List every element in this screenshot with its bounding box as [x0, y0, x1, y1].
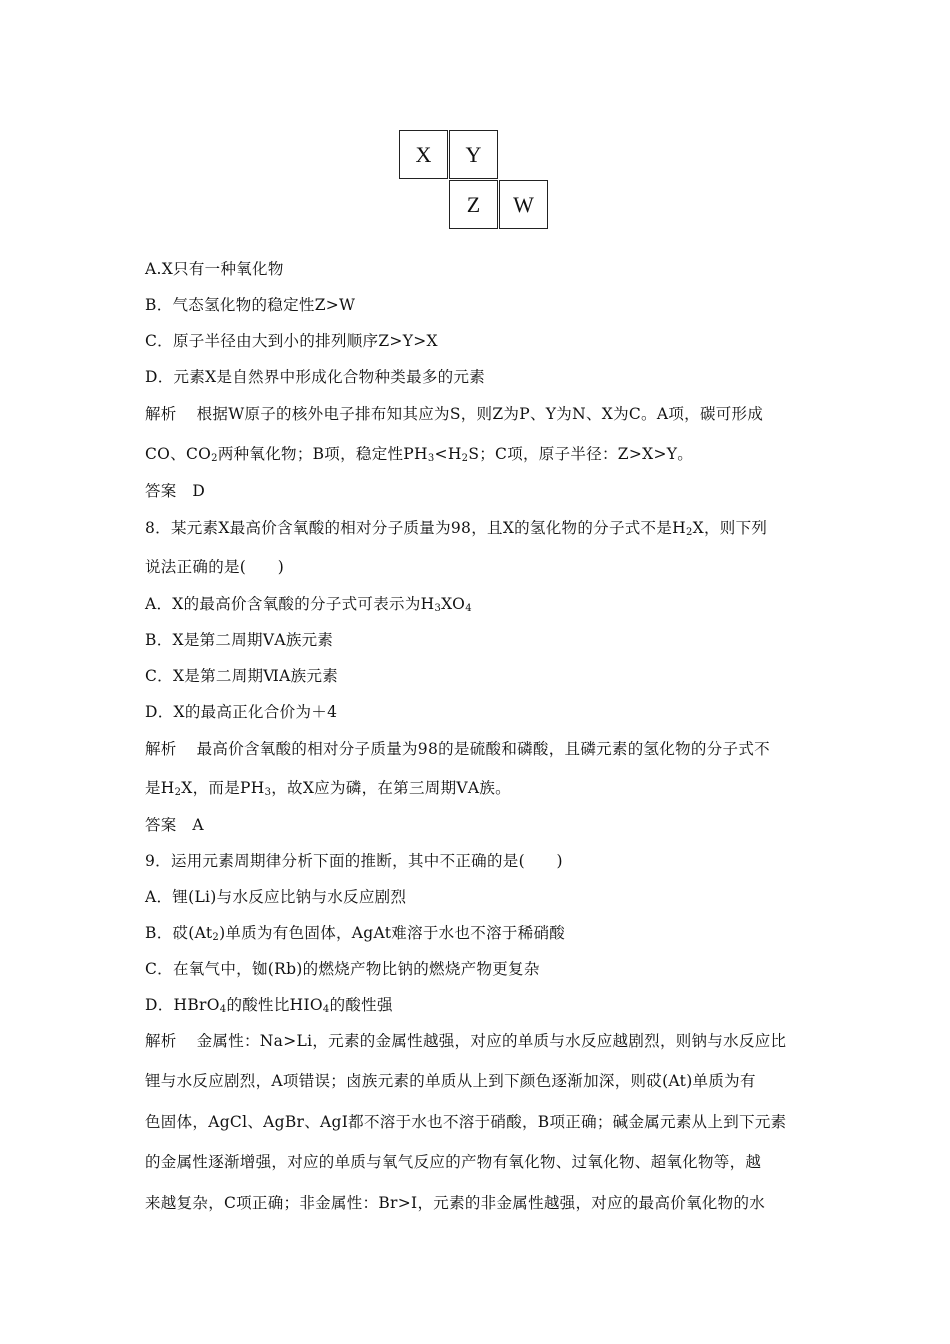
analysis-text: <H — [434, 445, 462, 463]
q8-stem-line-1 — [145, 518, 810, 538]
analysis-text: 根据W原子的核外电子排布知其应为S，则Z为P、Y为N、X为C。A项，碳可形成 — [196, 405, 764, 423]
q7-analysis-line-1 — [145, 404, 810, 424]
subscript: 2 — [174, 787, 182, 798]
table-cell-w: W — [499, 180, 548, 229]
q7-answer: 答案 D — [145, 482, 206, 500]
q9-option-a: A．锂(Li)与水反应比钠与水反应剧烈 — [145, 888, 407, 906]
option-text: D．HBrO — [145, 996, 220, 1014]
option-text: )单质为有色固体，AgAt难溶于水也不溶于稀硝酸 — [219, 924, 566, 942]
q9-analysis-line-4: 的金属性逐渐增强，对应的单质与氧气反应的产物有氧化物、过氧化物、超氧化物等，越 — [145, 1153, 762, 1171]
q9-option-b — [145, 923, 810, 943]
subscript: 4 — [465, 603, 472, 614]
subscript: 2 — [212, 932, 220, 943]
periodic-table-fragment — [399, 130, 551, 232]
q7-option-d: D．元素X是自然界中形成化合物种类最多的元素 — [145, 368, 486, 386]
subscript: 3 — [427, 453, 435, 464]
option-text: 的酸性比HIO — [226, 996, 323, 1014]
q8-analysis-line-2 — [145, 778, 810, 798]
q7-analysis-line-2 — [145, 444, 810, 464]
q8-option-b: B．X是第二周期ⅤA族元素 — [145, 631, 334, 649]
analysis-label: 解析 — [145, 740, 177, 758]
option-text: 的酸性强 — [329, 996, 393, 1014]
subscript: 3 — [264, 787, 272, 798]
analysis-text: 金属性：Na>Li，元素的金属性越强，对应的单质与水反应越剧烈，则钠与水反应比 — [196, 1032, 787, 1050]
q9-option-c: C．在氧气中，铷(Rb)的燃烧产物比钠的燃烧产物更复杂 — [145, 960, 540, 978]
analysis-text: 最高价含氧酸的相对分子质量为98的是硫酸和磷酸，且磷元素的氢化物的分子式不 — [196, 740, 770, 758]
analysis-text: CO、CO — [145, 445, 212, 463]
q9-analysis-line-2: 锂与水反应剧烈，A项错误；卤族元素的单质从上到下颜色逐渐加深，则砹(At)单质为有 — [145, 1072, 756, 1090]
q7-option-b: B．气态氢化物的稳定性Z>W — [145, 296, 356, 314]
analysis-label: 解析 — [145, 405, 177, 423]
q9-stem: 9．运用元素周期律分析下面的推断，其中不正确的是( ) — [145, 852, 563, 870]
option-text: XO — [441, 595, 466, 613]
analysis-text: S；C项，原子半径：Z>X>Y。 — [468, 445, 694, 463]
q9-analysis-line-5: 来越复杂，C项正确；非金属性：Br>I，元素的非金属性越强，对应的最高价氧化物的水 — [145, 1194, 766, 1212]
question-text: X，则下列 — [692, 519, 768, 537]
q8-option-d: D．X的最高正化合价为＋4 — [145, 703, 338, 721]
subscript: 2 — [211, 453, 218, 464]
analysis-label: 解析 — [145, 1032, 177, 1050]
analysis-text: ，故X应为磷，在第三周期ⅤA族。 — [271, 779, 511, 797]
option-text: B．砹(At — [145, 924, 213, 942]
table-cell-z: Z — [449, 180, 498, 229]
q8-option-c: C．X是第二周期ⅥA族元素 — [145, 667, 339, 685]
subscript: 2 — [461, 453, 469, 464]
q9-analysis-line-3: 色固体，AgCl、AgBr、AgI都不溶于水也不溶于硝酸，B项正确；碱金属元素从上到下元素 — [145, 1113, 787, 1131]
table-cell-x: X — [399, 130, 448, 179]
q9-analysis-line-1 — [145, 1031, 810, 1051]
q8-analysis-line-1 — [145, 739, 810, 759]
q8-stem-line-2: 说法正确的是( ) — [145, 558, 285, 576]
subscript: 4 — [322, 1004, 330, 1015]
analysis-text: 是H — [145, 779, 175, 797]
option-text: A．X的最高价含氧酸的分子式可表示为H — [145, 595, 435, 613]
table-cell-y: Y — [449, 130, 498, 179]
q8-answer: 答案 A — [145, 816, 204, 834]
question-text: 8．某元素X最高价含氧酸的相对分子质量为98，且X的氢化物的分子式不是H — [145, 519, 686, 537]
q9-option-d — [145, 995, 810, 1015]
q7-option-c: C．原子半径由大到小的排列顺序Z>Y>X — [145, 332, 438, 350]
subscript: 4 — [219, 1004, 227, 1015]
analysis-text: X，而是PH — [181, 779, 265, 797]
subscript: 2 — [685, 527, 693, 538]
analysis-text: 两种氧化物；B项，稳定性PH — [217, 445, 428, 463]
q8-option-a — [145, 594, 810, 614]
q7-option-a: A.X只有一种氧化物 — [145, 260, 284, 278]
subscript: 3 — [434, 603, 442, 614]
